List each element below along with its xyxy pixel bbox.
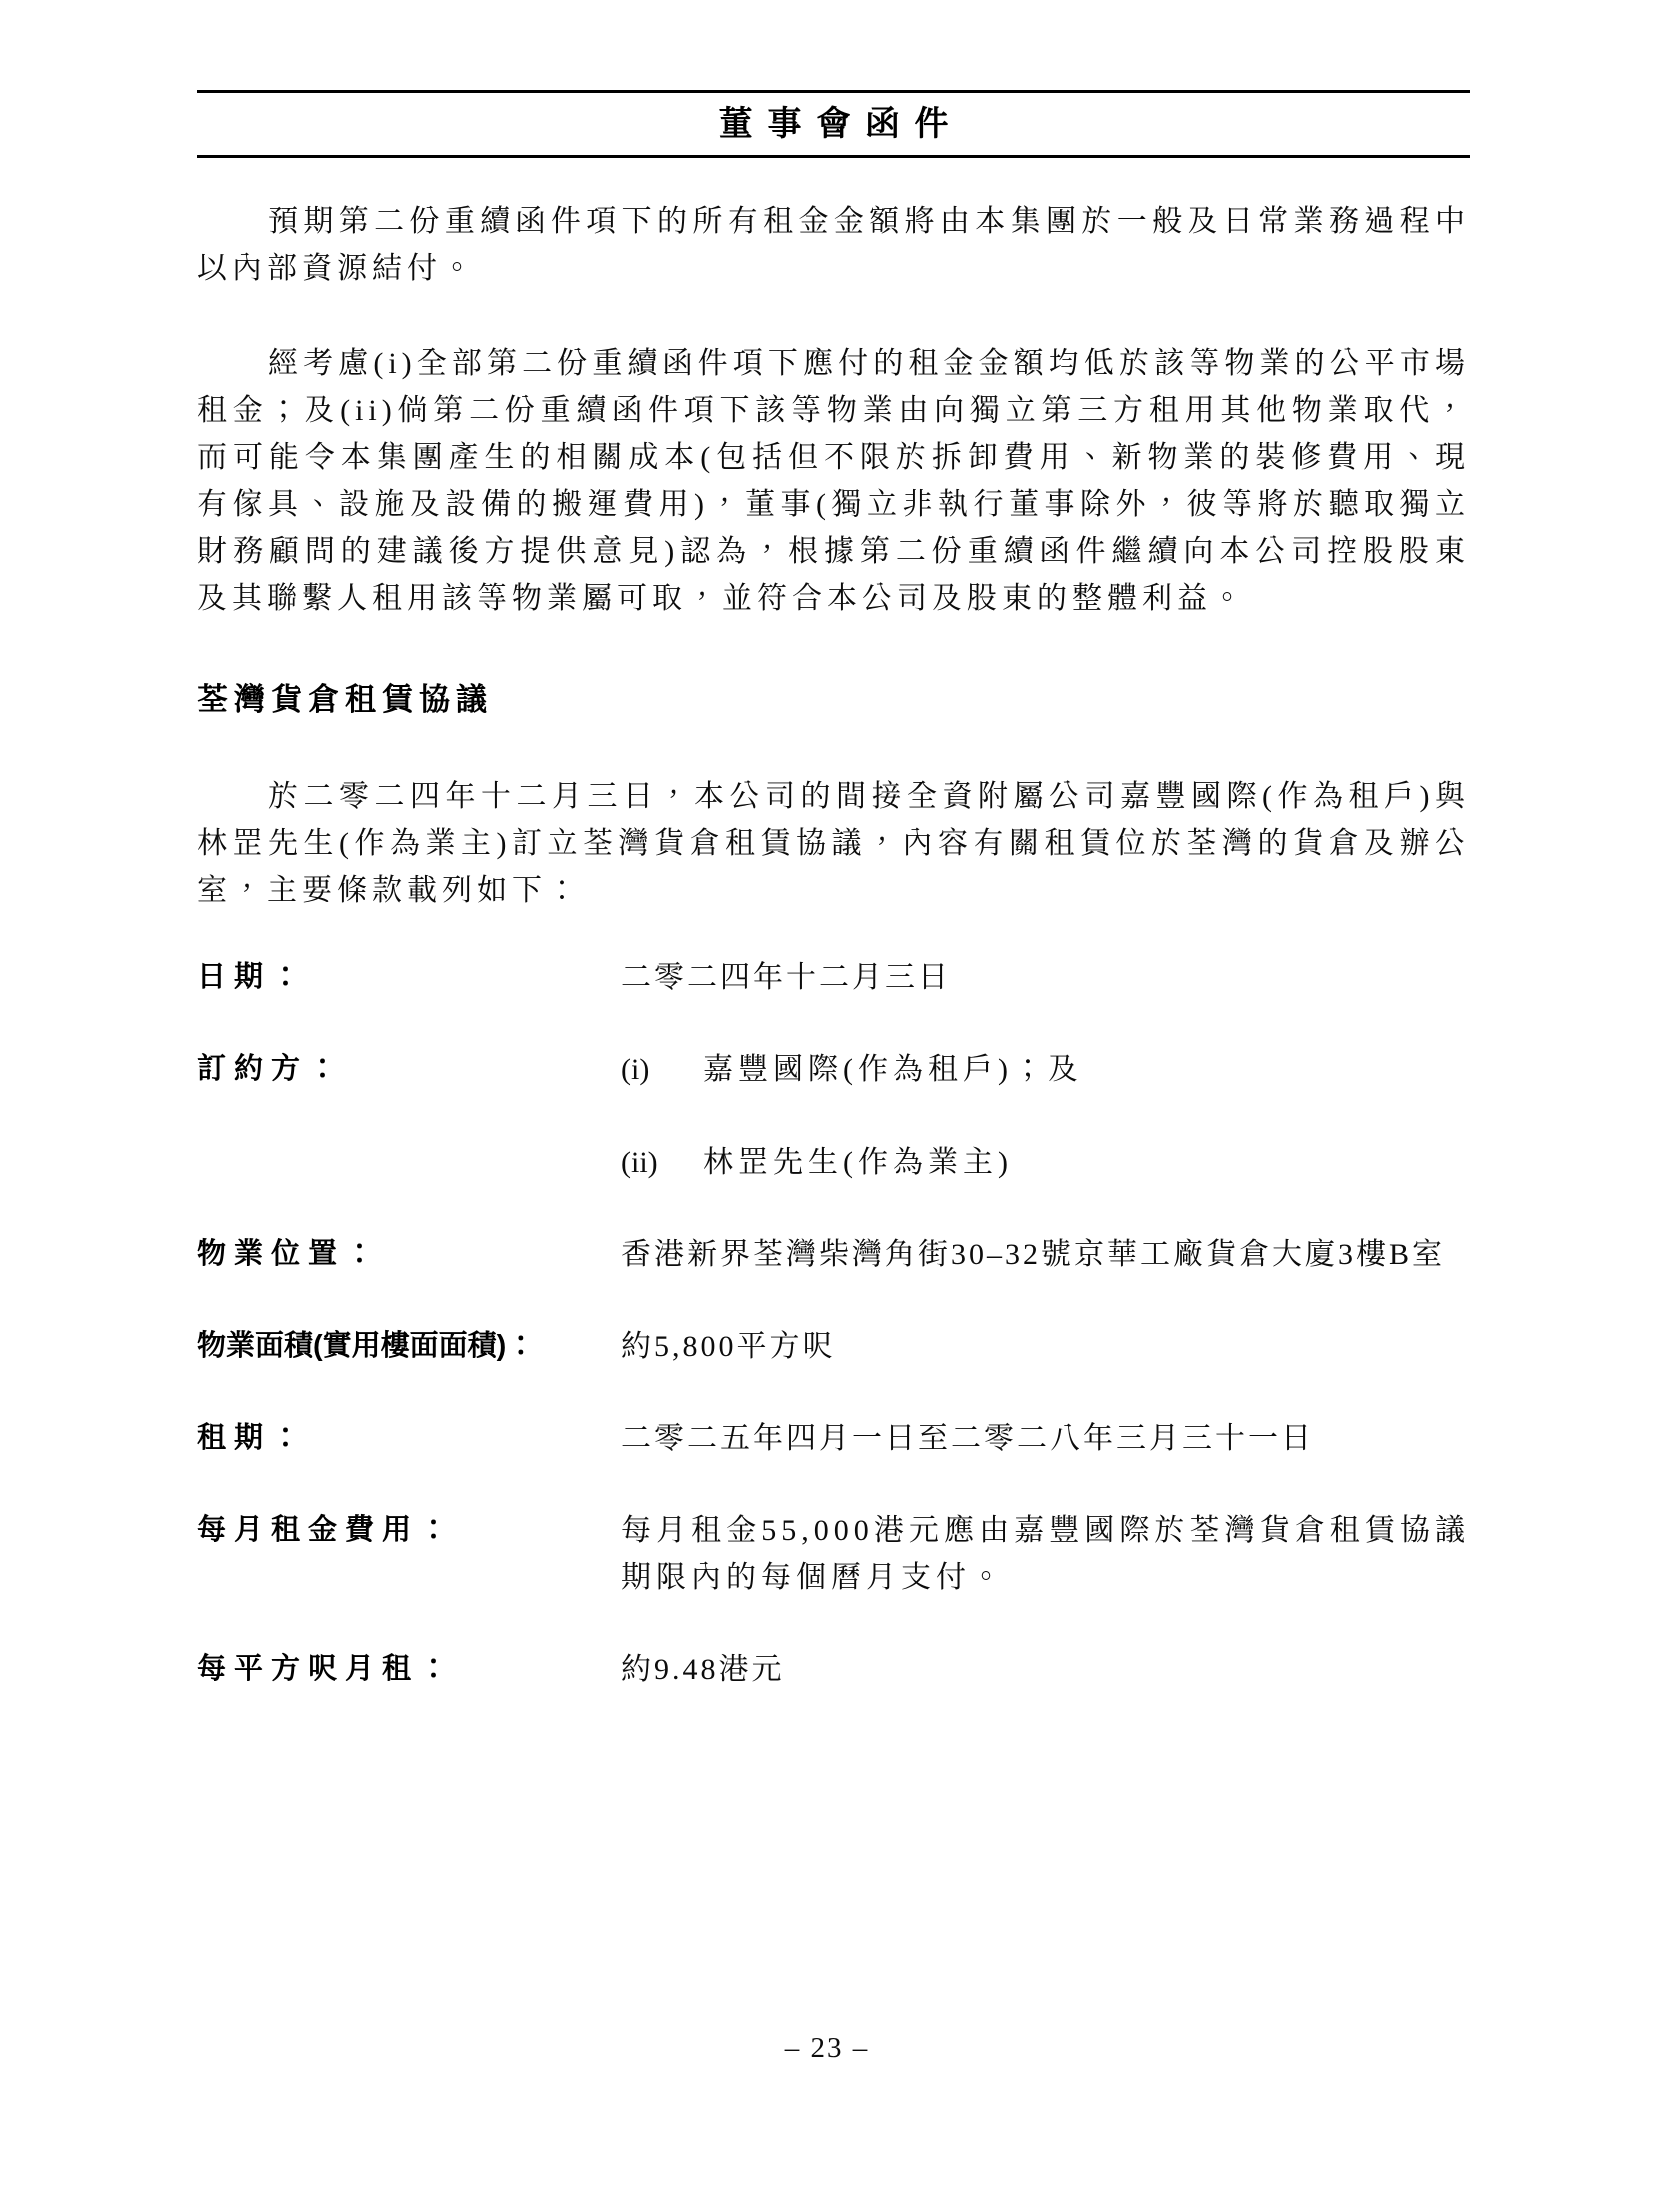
- term-value-rent-per-sqft: 約9.48港元: [621, 1653, 785, 1686]
- term-label-monthly-rent: 每月租金費用：: [197, 1514, 457, 1546]
- term-value-property-location: 香港新界荃灣柴灣角街30–32號京華工廠貨倉大廈3樓B室: [621, 1238, 1446, 1271]
- page-content: [0, 90, 1654, 1693]
- term-label-date: 日期：: [197, 961, 309, 993]
- paragraph-tenancy-intro: 於二零二四年十二月三日，本公司的間接全資附屬公司嘉豐國際(作為租戶)與林罡先生(作為業主)訂立荃灣貨倉租賃協議，內容有關租賃位於荃灣的貨倉及辦公室，主要條款載列如下：: [197, 780, 1470, 907]
- paragraph-internal-resources: 預期第二份重續函件項下的所有租金金額將由本集團於一般及日常業務過程中以內部資源結付。: [197, 205, 1470, 285]
- page-number: – 23 –: [784, 2032, 870, 2064]
- term-label-rent-per-sqft: 每平方呎月租：: [197, 1653, 457, 1685]
- term-row-rent-per-sqft: [197, 1646, 1470, 1693]
- term-row-tenancy-period: [197, 1415, 1470, 1462]
- party-item-landlord: [621, 1139, 1470, 1186]
- term-value-monthly-rent: 每月租金55,000港元應由嘉豐國際於荃灣貨倉租賃協議期限內的每個曆月支付。: [621, 1514, 1470, 1594]
- page-title: 董事會函件: [718, 105, 964, 143]
- party-list: [621, 1046, 1470, 1186]
- party-text-landlord: 林罡先生(作為業主): [703, 1146, 1013, 1179]
- document-header-banner: [197, 90, 1470, 158]
- term-row-property-area: [197, 1323, 1470, 1370]
- term-row-date: [197, 954, 1470, 1001]
- section-heading-tsuen-wan-warehouse-tenancy: 荃灣貨倉租賃協議: [197, 682, 493, 717]
- party-number-i: (i): [621, 1053, 650, 1086]
- term-label-property-area: 物業面積(實用樓面面積)：: [197, 1330, 536, 1362]
- party-item-tenant: [621, 1046, 1470, 1093]
- term-value-tenancy-period: 二零二五年四月一日至二零二八年三月三十一日: [621, 1422, 1314, 1455]
- term-row-property-location: [197, 1231, 1470, 1278]
- term-value-property-area: 約5,800平方呎: [621, 1330, 836, 1363]
- tenancy-terms-list: [197, 954, 1470, 1693]
- paragraph-directors-opinion: 經考慮(i)全部第二份重續函件項下應付的租金金額均低於該等物業的公平市場租金；及(ii)倘第二份重續函件項下該等物業由向獨立第三方租用其他物業取代，而可能令本集團產生的相關成本(包括但不限於拆卸費用、新物業的裝修費用、現有傢具、設施及設備的搬運費用)，董事(獨立非執行董事除外，彼等將於聽取獨立財務顧問的建議後方提供意見)認為，根據第二份重續函件繼續向本公司控股股東及其聯繫人租用該等物業屬可取，並符合本公司及股東的整體利益。: [197, 347, 1470, 615]
- party-text-tenant: 嘉豐國際(作為租戶)；及: [703, 1053, 1083, 1086]
- term-label-parties: 訂約方：: [197, 1053, 346, 1085]
- term-label-tenancy-period: 租期：: [197, 1422, 309, 1454]
- term-value-date: 二零二四年十二月三日: [621, 961, 951, 994]
- term-row-monthly-rent: [197, 1507, 1470, 1601]
- term-row-parties: [197, 1046, 1470, 1186]
- term-label-property-location: 物業位置：: [197, 1238, 383, 1270]
- party-number-ii: (ii): [621, 1146, 658, 1179]
